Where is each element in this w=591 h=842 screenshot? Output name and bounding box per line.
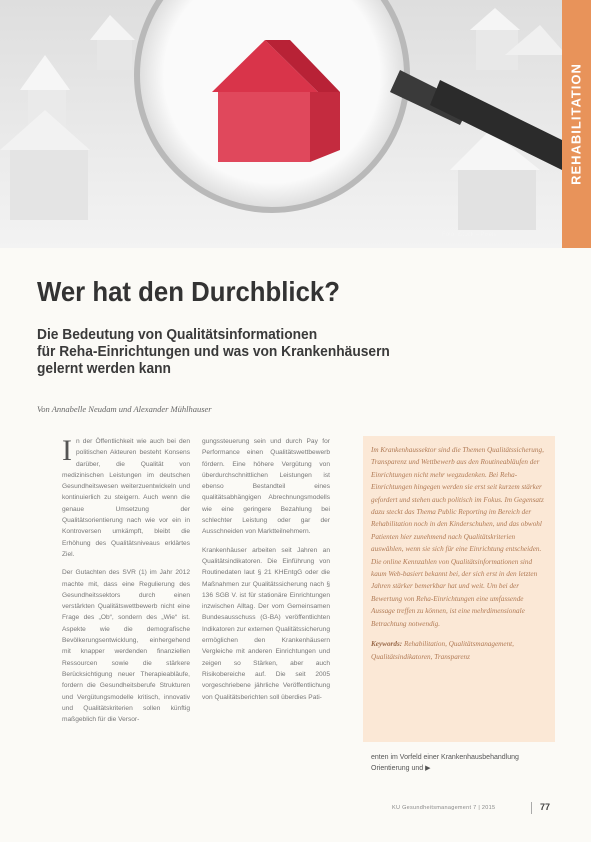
section-tab-label: REHABILITATION [568, 63, 584, 185]
abstract-box [363, 436, 555, 742]
keywords-list: Rehabilitation, Qualitätsmanagement, Qualitätsindikatoren, Transparenz [371, 640, 514, 661]
paragraph: Der Gutachten des SVR (1) im Jahr 2012 machte mit, dass eine Regulierung des Gesundheitssektors durch einen verstärkten Qualitätswettbewerb nicht eine Frage des „Ob“, sondern des „Wie“ ist. Aspekte wie die demografische Bevölkerungsentwicklung, einhergehend mit knapper werdenden finanziellen Ressourcen sowie die stärkere Berücksichtigung neuer Therapieabläufe, fordern die Gesundheitsberufe Strukturen und Vergütungsmodelle kritisch, innovativ und Qualitätskriterien sollen künftig maßgeblich für die Versor- [62, 569, 190, 724]
paragraph [62, 436, 190, 560]
photo-credit: Foto: iStock – Pixels [442, 232, 497, 238]
page-number: 77 [540, 802, 551, 812]
section-tab [562, 0, 591, 248]
article-subtitle [37, 327, 437, 378]
keywords [371, 638, 547, 663]
dropcap: I [62, 434, 72, 467]
body-column-3: enten im Vorfeld einer Krankenhausbehandlung Orientierung und ▶ [371, 754, 519, 772]
footer-journal: KU Gesundheitsmanagement 7 | 2015 [392, 805, 496, 811]
abstract-text: Im Krankenhaussektor sind die Themen Qualitätssicherung, Transparenz und Wettbewerb aus den Routineabläufen der Einrichtungen nicht mehr wegzudenken. Bei Reha-Einrichtungen hingegen werden sie erst seit kurzem stärker gefordert und stehen auch politisch im Fokus. Im Gegensatz dazu steckt das Thema Public Reporting im Bereich der Rehabilitation noch in den Kinderschuhen, und das obwohl Patienten hier zunehmend nach Qualitätskriterien auswählen, wenn sie sich für eine Einrichtung entscheiden. Die online Kennzahlen von Qualitätsinformationen sind kaum Web-basiert bekannt bei, der sich erst in den letzten Jahren stärker bemerkbar hat und weit. Um bei der Bewertung von Reha-Einrichtungen eine umfassende Aussage treffen zu können, ist eine mehrdimensionale Betrachtung notwendig. [371, 446, 544, 628]
body-column-1 [62, 436, 190, 732]
paragraph: Krankenhäuser arbeiten seit Jahren an Qualitätsindikatoren. Die Einführung von Routinedaten laut § 21 KHEntgG oder die Maßnahmen zur Qualitätssicherung nach § 136 SGB V. ist für stationäre Einrichtungen inzwischen Alltag. Der vom Gemeinsamen Bundesausschuss (G-BA) veröffentlichten Indikatoren zur externen Qualitätssicherung ermöglichen den Krankenhäusern Vergleiche mit anderen Einrichtungen und zeigen so Stärken, aber auch Risikobereiche auf. Die seit 2005 vorgeschriebene jährliche Veröffentlichung von Qualitätsberichten soll überdies Pati- [202, 546, 330, 701]
body-column-2 [202, 436, 330, 710]
paragraph: gungssteuerung sein und durch Pay for Performance einen Qualitätswettbewerb fördern. Eine höhere Vergütung von überdurchschnittlichen Leistungen ist ebenso Bestandteil eines qualitätsabhängigen Abrechnungsmodells wie eine geringere Bezahlung bei schlechter Leistung oder gar der Ausschneiden von Marktteilnehmern. [202, 438, 330, 536]
magnifier-house-illustration [0, 0, 562, 248]
subtitle-line: gelernt werden kann [37, 361, 171, 377]
article-title: Wer hat den Durchblick? [37, 276, 340, 307]
footer-divider [531, 802, 532, 814]
subtitle-line: für Reha-Einrichtungen und was von Krankenhäusern [37, 344, 390, 360]
keywords-label: Keywords: [371, 640, 403, 649]
header-photo [0, 0, 562, 248]
paragraph-text: n der Öffentlichkeit wie auch bei den politischen Akteuren besteht Konsens darüber, die Qualität von medizinischen Leistungen im deutschen Gesundheitswesen weiterzuentwickeln und kontinuierlich zu steigern. Auch wenn die genaue Umsetzung der Qualitätsorientierung nach wie vor ein in Kontroversen umkämpft, bleibt die Erhöhung des Qualitätsniveaus erklärtes Ziel. [62, 438, 190, 558]
subtitle-line: Die Bedeutung von Qualitätsinformationen [37, 327, 318, 343]
byline: Von Annabelle Neudam und Alexander Mühlhauser [37, 404, 212, 414]
